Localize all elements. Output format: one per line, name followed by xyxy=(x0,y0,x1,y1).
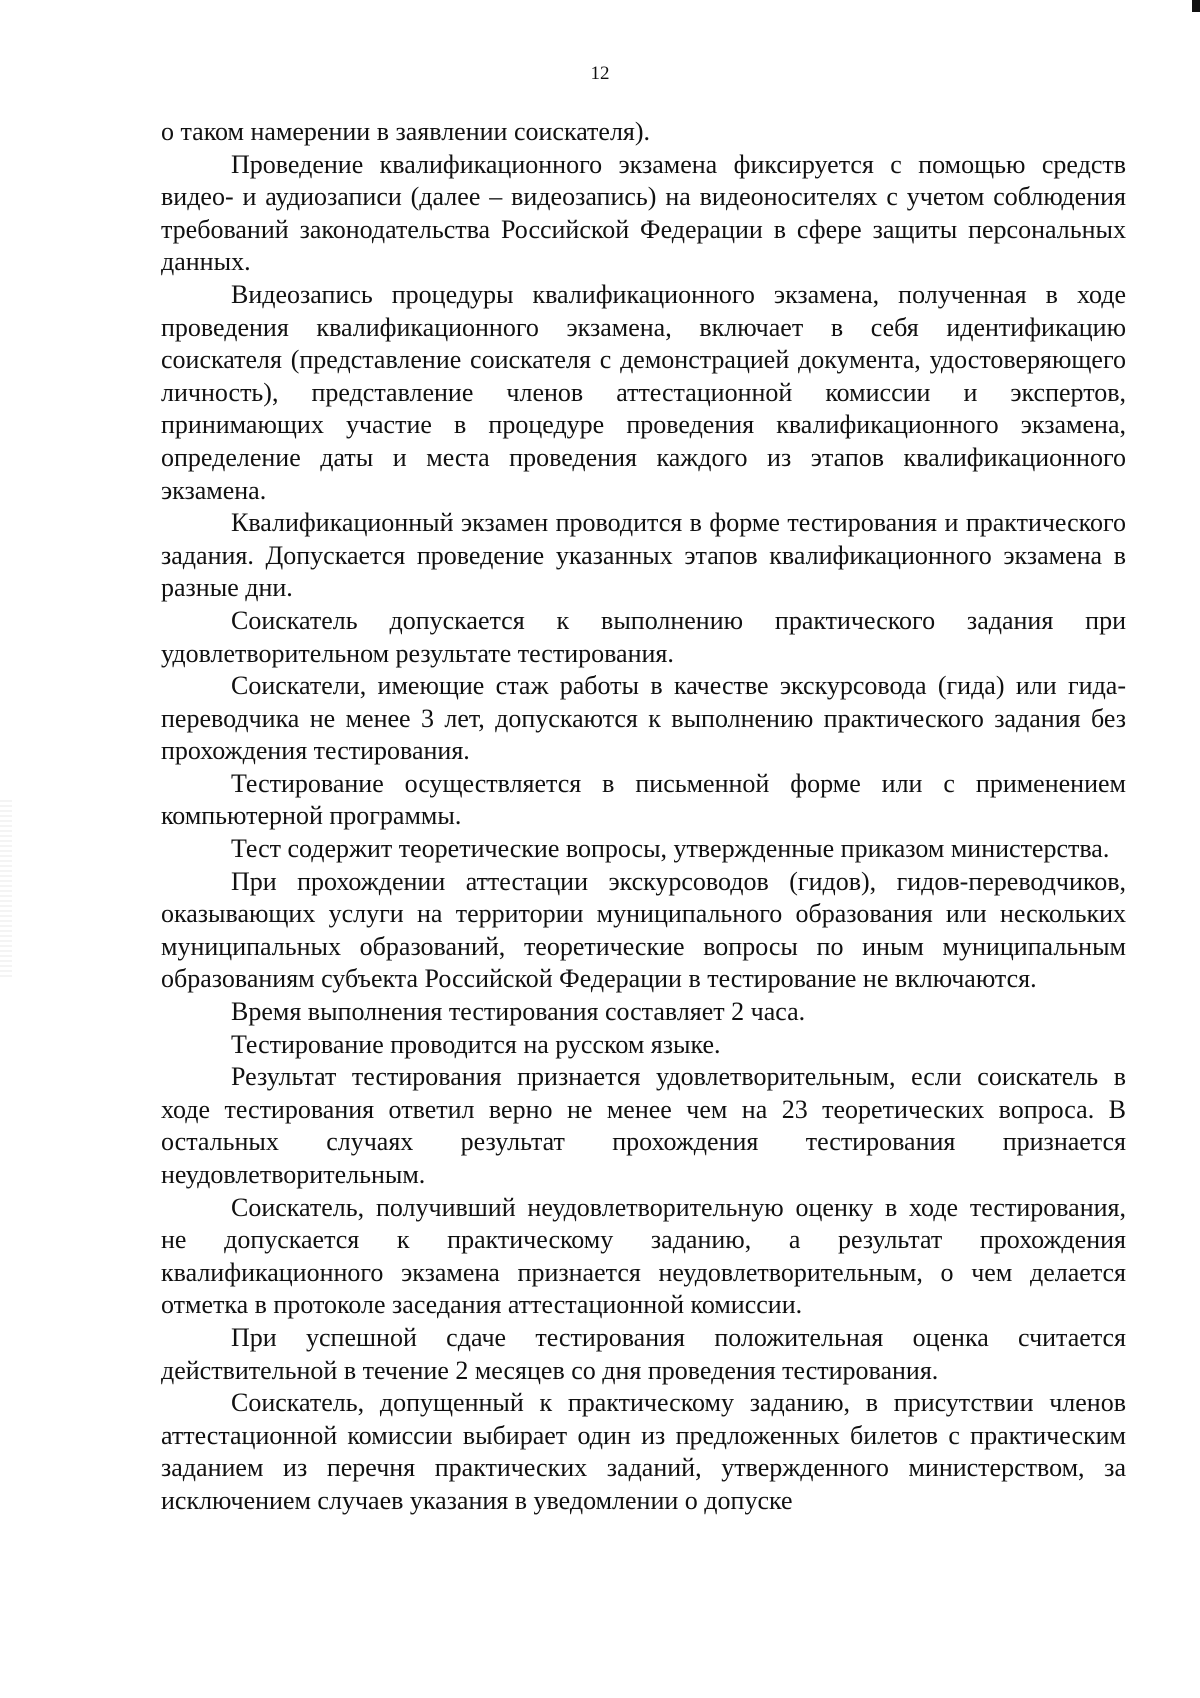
paragraph-test-language: Тестирование проводится на русском языке. xyxy=(231,1029,721,1059)
paragraph-video-recording: Проведение квалификационного экзамена фиксируется с помощью средств видео- и аудиозаписи (далее – видеозапись) на видеоносителях с учетом соблюдения требований законодательства Российской Федерации в сфере защиты персональных данных. xyxy=(161,149,1126,277)
paragraph-practical-task: Соискатель, допущенный к практическому заданию, в присутствии членов аттестационной комиссии выбирает один из предложенных билетов с практическим заданием из перечня практических заданий, утвержденного министерством, за исключением случаев указания в уведомлении о допуске xyxy=(161,1388,1126,1515)
paragraph-test-result: Результат тестирования признается удовлетворительным, если соискатель в ходе тестирования ответил верно не менее чем на 23 теоретических вопроса. В остальных случаях результат прохождения тестирования признается неудовлетворительным. xyxy=(161,1062,1126,1189)
paragraph-exam-form: Квалификационный экзамен проводится в форме тестирования и практического задания. Допускается проведение указанных этапов квалификационного экзамена в разные дни. xyxy=(161,508,1126,603)
paragraph-unsatisfactory: Соискатель, получивший неудовлетворительную оценку в ходе тестирования, не допускается к практическому заданию, а результат прохождения квалификационного экзамена признается неудовлетворительным, о чем делается отметка в протоколе заседания аттестационной комиссии. xyxy=(161,1192,1126,1320)
paragraph-continuation: о таком намерении в заявлении соискателя). xyxy=(161,117,651,146)
paragraph-test-content: Тест содержит теоретические вопросы, утвержденные приказом министерства. xyxy=(231,834,1110,864)
paragraph-municipal-questions: При прохождении аттестации экскурсоводов (гидов), гидов-переводчиков, оказывающих услуги на территории муниципального образования или нескольких муниципальных образований, теоретические вопросы по иным муниципальным образованиям субъекта Российской Федерации в тестирование не включаются. xyxy=(161,866,1126,994)
scan-corner-mark xyxy=(1192,0,1200,12)
paragraph-validity: При успешной сдаче тестирования положительная оценка считается действительной в течение 2 месяцев со дня проведения тестирования. xyxy=(161,1322,1126,1385)
document-body xyxy=(161,116,1126,1518)
paragraph-testing-form: Тестирование осуществляется в письменной форме или с применением компьютерной программы. xyxy=(161,768,1126,831)
scan-edge-noise xyxy=(0,800,12,980)
page-number: 12 xyxy=(590,63,610,84)
paragraph-admission: Соискатель допускается к выполнению практического задания при удовлетворительном результате тестирования. xyxy=(161,605,1126,668)
paragraph-experience-exemption: Соискатели, имеющие стаж работы в качестве экскурсовода (гида) или гида-переводчика не менее 3 лет, допускаются к выполнению практического задания без прохождения тестирования. xyxy=(161,671,1126,766)
paragraph-test-duration: Время выполнения тестирования составляет 2 часа. xyxy=(231,997,806,1027)
paragraph-video-content: Видеозапись процедуры квалификационного экзамена, полученная в ходе проведения квалификационного экзамена, включает в себя идентификацию соискателя (представление соискателя с демонстрацией документа, удостоверяющего личность), представление членов аттестационной комиссии и экспертов, принимающих участие в процедуре проведения квалификационного экзамена, определение даты и места проведения каждого из этапов квалификационного экзамена. xyxy=(161,279,1126,505)
